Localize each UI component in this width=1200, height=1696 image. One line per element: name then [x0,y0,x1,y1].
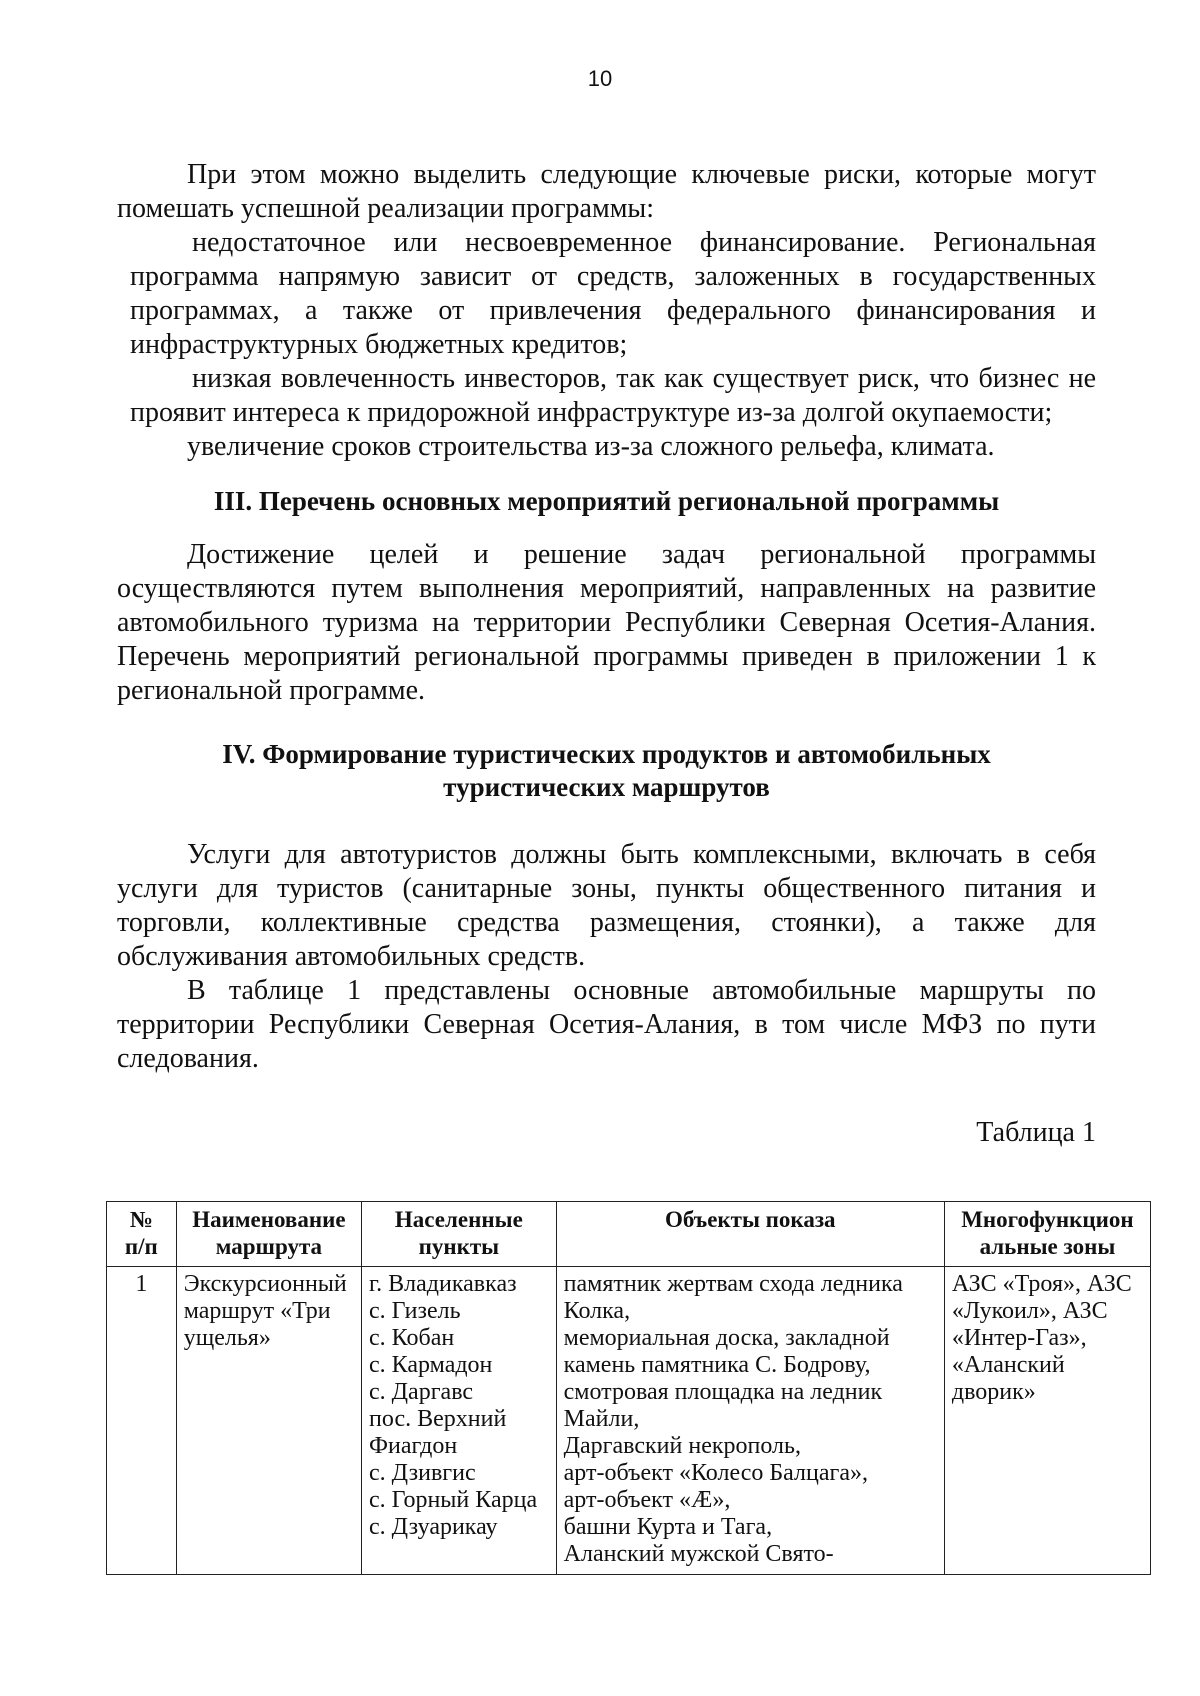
section-4-heading-line2: туристических маршрутов [443,772,770,802]
header-settlements [362,1202,557,1267]
risk-item-investors: низкая вовлеченность инвесторов, так как существует риск, что бизнес не проявит интереса к придорожной инфраструктуре из-за долгой окупаемости; [130,363,1096,428]
cell-object-line: памятник жертвам схода ледника [563,1271,903,1297]
table-header-row [107,1202,1151,1267]
cell-settlement: г. Владикавказ [369,1271,517,1297]
risk-item-construction: увеличение сроков строительства из-за сложного рельефа, климата. [187,431,995,462]
cell-object-line: арт-объект «Колесо Балцага», [563,1460,868,1486]
cell-object-line: камень памятника С. Бодрову, [563,1352,871,1378]
header-settlements-line: Населенные [394,1207,523,1232]
document-body [117,158,1096,1150]
section-4-paragraph-1: Услуги для автотуристов должны быть комплексными, включать в себя услуги для туристов (санитарные зоны, пункты общественного питания и торговли, коллективные средства размещения, стоянки), а также для обслуживания автомобильных средств. [117,839,1096,972]
header-zones [944,1202,1150,1267]
header-settlements-line: пункты [418,1234,500,1259]
table-row [107,1267,1151,1575]
header-zones-line: альные зоны [979,1234,1116,1259]
cell-zone-line: «Аланский [951,1352,1065,1378]
cell-route-line: ущелья» [183,1325,271,1351]
cell-settlement: с. Дзивгис [369,1460,476,1486]
table-caption: Таблица 1 [976,1117,1096,1148]
header-route-line: Наименование [192,1207,346,1232]
cell-route-line: маршрут «Три [183,1298,331,1324]
cell-object-line: арт-объект «Æ», [563,1487,731,1513]
header-objects [556,1202,944,1267]
cell-object-line: башни Курта и Тага, [563,1514,773,1540]
cell-settlement: Фиагдон [369,1433,458,1459]
cell-object-line: Колка, [563,1298,631,1324]
cell-route-line: Экскурсионный [183,1271,347,1297]
cell-objects [556,1267,944,1575]
section-3-paragraph: Достижение целей и решение задач региональной программы осуществляются путем выполнения мероприятий, направленных на развитие автомобильного туризма на территории Республики Северная Осетия-Алания. Перечень мероприятий региональной программы приведен в приложении 1 к региональной программе. [117,539,1096,706]
cell-object-line: мемориальная доска, закладной [563,1325,890,1351]
cell-zones [944,1267,1150,1575]
cell-zone-line: АЗС «Троя», АЗС [951,1271,1132,1297]
cell-zone-line: «Интер-Газ», [951,1325,1087,1351]
cell-zone-line: «Лукоил», АЗС [951,1298,1108,1324]
header-route [176,1202,361,1267]
header-zones-line: Многофункцион [961,1207,1134,1232]
risks-intro: При этом можно выделить следующие ключевые риски, которые могут помешать успешной реализации программы: [117,159,1096,224]
cell-settlement: пос. Верхний [369,1406,507,1432]
cell-object-line: Аланский мужской Свято- [563,1541,834,1567]
cell-settlement: с. Кобан [369,1325,455,1351]
routes-table [106,1201,1151,1575]
cell-object-line: Даргавский некрополь, [563,1433,801,1459]
cell-settlement: с. Гизель [369,1298,461,1324]
cell-settlements [362,1267,557,1575]
section-3-heading: III. Перечень основных мероприятий региональной программы [213,486,1000,516]
header-route-line: маршрута [215,1234,323,1259]
section-4-paragraph-2: В таблице 1 представлены основные автомобильные маршруты по территории Республики Северная Осетия-Алания, в том числе МФЗ по пути следования. [117,975,1096,1074]
header-num [107,1202,177,1267]
page-number: 10 [587,66,613,91]
cell-settlement: с. Горный Карца [369,1487,538,1513]
risk-item-financing: недостаточное или несвоевременное финансирование. Региональная программа напрямую зависит от средств, заложенных в государственных программах, а также от привлечения федерального финансирования и инфраструктурных бюджетных кредитов; [130,227,1096,360]
cell-route [176,1267,361,1575]
cell-settlement: с. Даргавс [369,1379,474,1405]
header-num-line: № [129,1207,153,1232]
header-num-line: п/п [124,1234,158,1259]
cell-num: 1 [107,1267,177,1575]
cell-settlement: с. Дзуарикау [369,1514,498,1540]
cell-object-line: Майли, [563,1406,640,1432]
cell-settlement: с. Кармадон [369,1352,493,1378]
section-4-heading [117,738,1096,804]
header-objects-line: Объекты показа [664,1207,836,1232]
section-4-heading-line1: IV. Формирование туристических продуктов и автомобильных [222,739,991,769]
cell-zone-line: дворик» [951,1379,1036,1405]
cell-object-line: смотровая площадка на ледник [563,1379,883,1405]
